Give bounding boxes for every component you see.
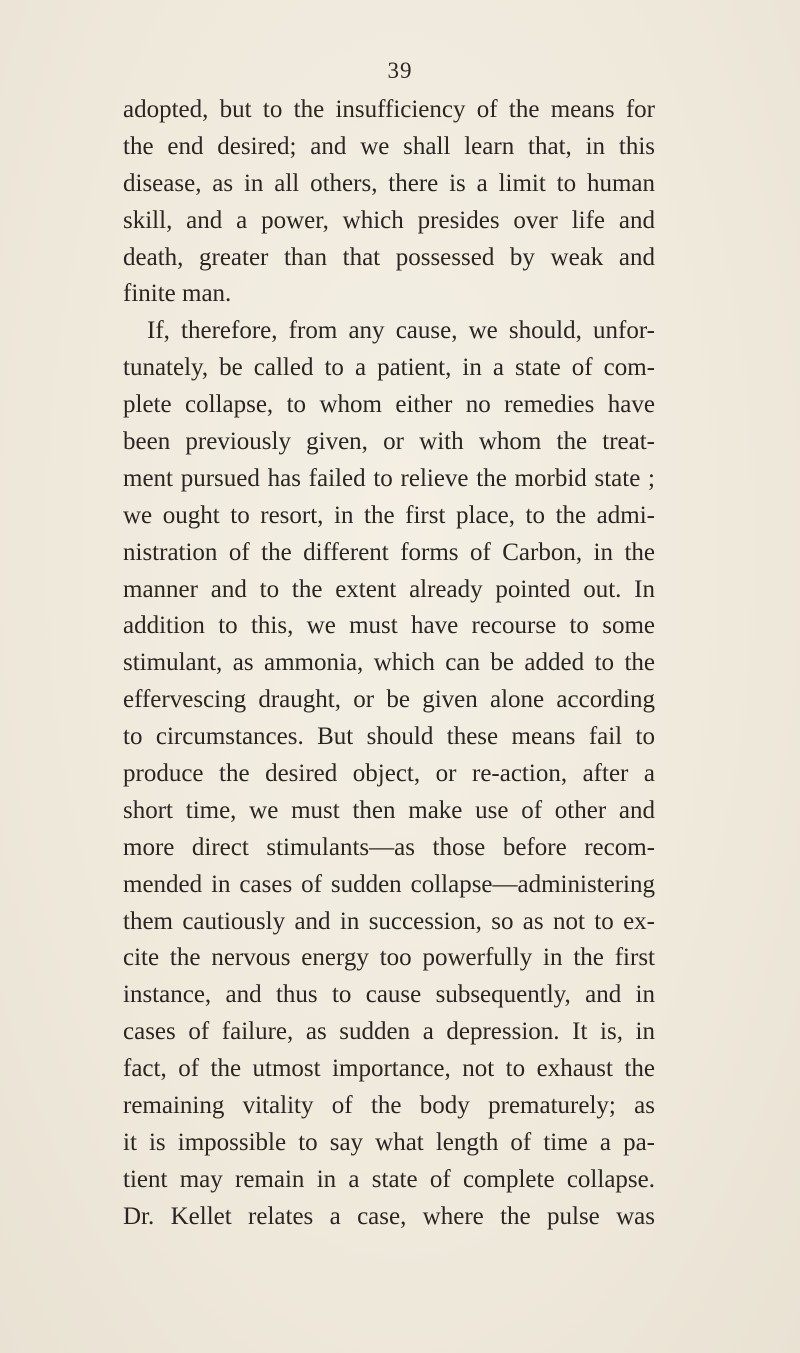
text-line: cite the nervous energy too powerfully in the first: [123, 944, 655, 972]
text-line: them cautiously and in succession, so as not to ex-: [123, 907, 655, 935]
text-line: If, therefore, from any cause, we should, unfor-: [147, 317, 655, 345]
text-line: mended in cases of sudden collapse—administering: [123, 870, 655, 898]
body-text: [123, 92, 655, 1236]
text-line: to circumstances. But should these means fail to: [123, 723, 655, 751]
text-line: finite man.: [123, 280, 232, 308]
text-line: it is impossible to say what length of time a pa-: [123, 1128, 655, 1156]
text-line: been previously given, or with whom the treat-: [123, 428, 655, 456]
text-line: cases of failure, as sudden a depression. It is, in: [123, 1018, 655, 1046]
text-line: skill, and a power, which presides over life and: [123, 206, 655, 234]
text-line: stimulant, as ammonia, which can be added to the: [123, 649, 655, 677]
text-line: adopted, but to the insufficiency of the means for: [123, 96, 655, 123]
text-line: plete collapse, to whom either no remedies have: [123, 391, 655, 419]
text-line: Dr. Kellet relates a case, where the pulse was: [123, 1202, 655, 1230]
text-line: tunately, be called to a patient, in a state of com-: [123, 354, 655, 382]
text-line: the end desired; and we shall learn that, in this: [123, 132, 655, 160]
text-line: effervescing draught, or be given alone according: [123, 686, 655, 714]
text-line: remaining vitality of the body prematurely; as: [123, 1092, 655, 1120]
text-line: manner and to the extent already pointed out. In: [123, 575, 655, 603]
text-line: fact, of the utmost importance, not to exhaust the: [123, 1055, 655, 1083]
text-line: addition to this, we must have recourse to some: [123, 612, 655, 640]
page-number: 39: [387, 58, 413, 83]
text-line: ment pursued has failed to relieve the morbid state ;: [123, 464, 655, 492]
text-line: instance, and thus to cause subsequently, and in: [123, 981, 655, 1009]
text-line: short time, we must then make use of other and: [123, 796, 655, 824]
text-line: disease, as in all others, there is a limit to human: [123, 169, 655, 197]
text-line: nistration of the different forms of Carbon, in the: [123, 538, 655, 566]
text-line: we ought to resort, in the first place, to the admi-: [123, 501, 655, 529]
text-line: tient may remain in a state of complete collapse.: [123, 1165, 655, 1193]
text-line: more direct stimulants—as those before recom-: [123, 833, 655, 861]
text-line: death, greater than that possessed by weak and: [123, 243, 655, 271]
text-line: produce the desired object, or re-action, after a: [123, 760, 655, 788]
